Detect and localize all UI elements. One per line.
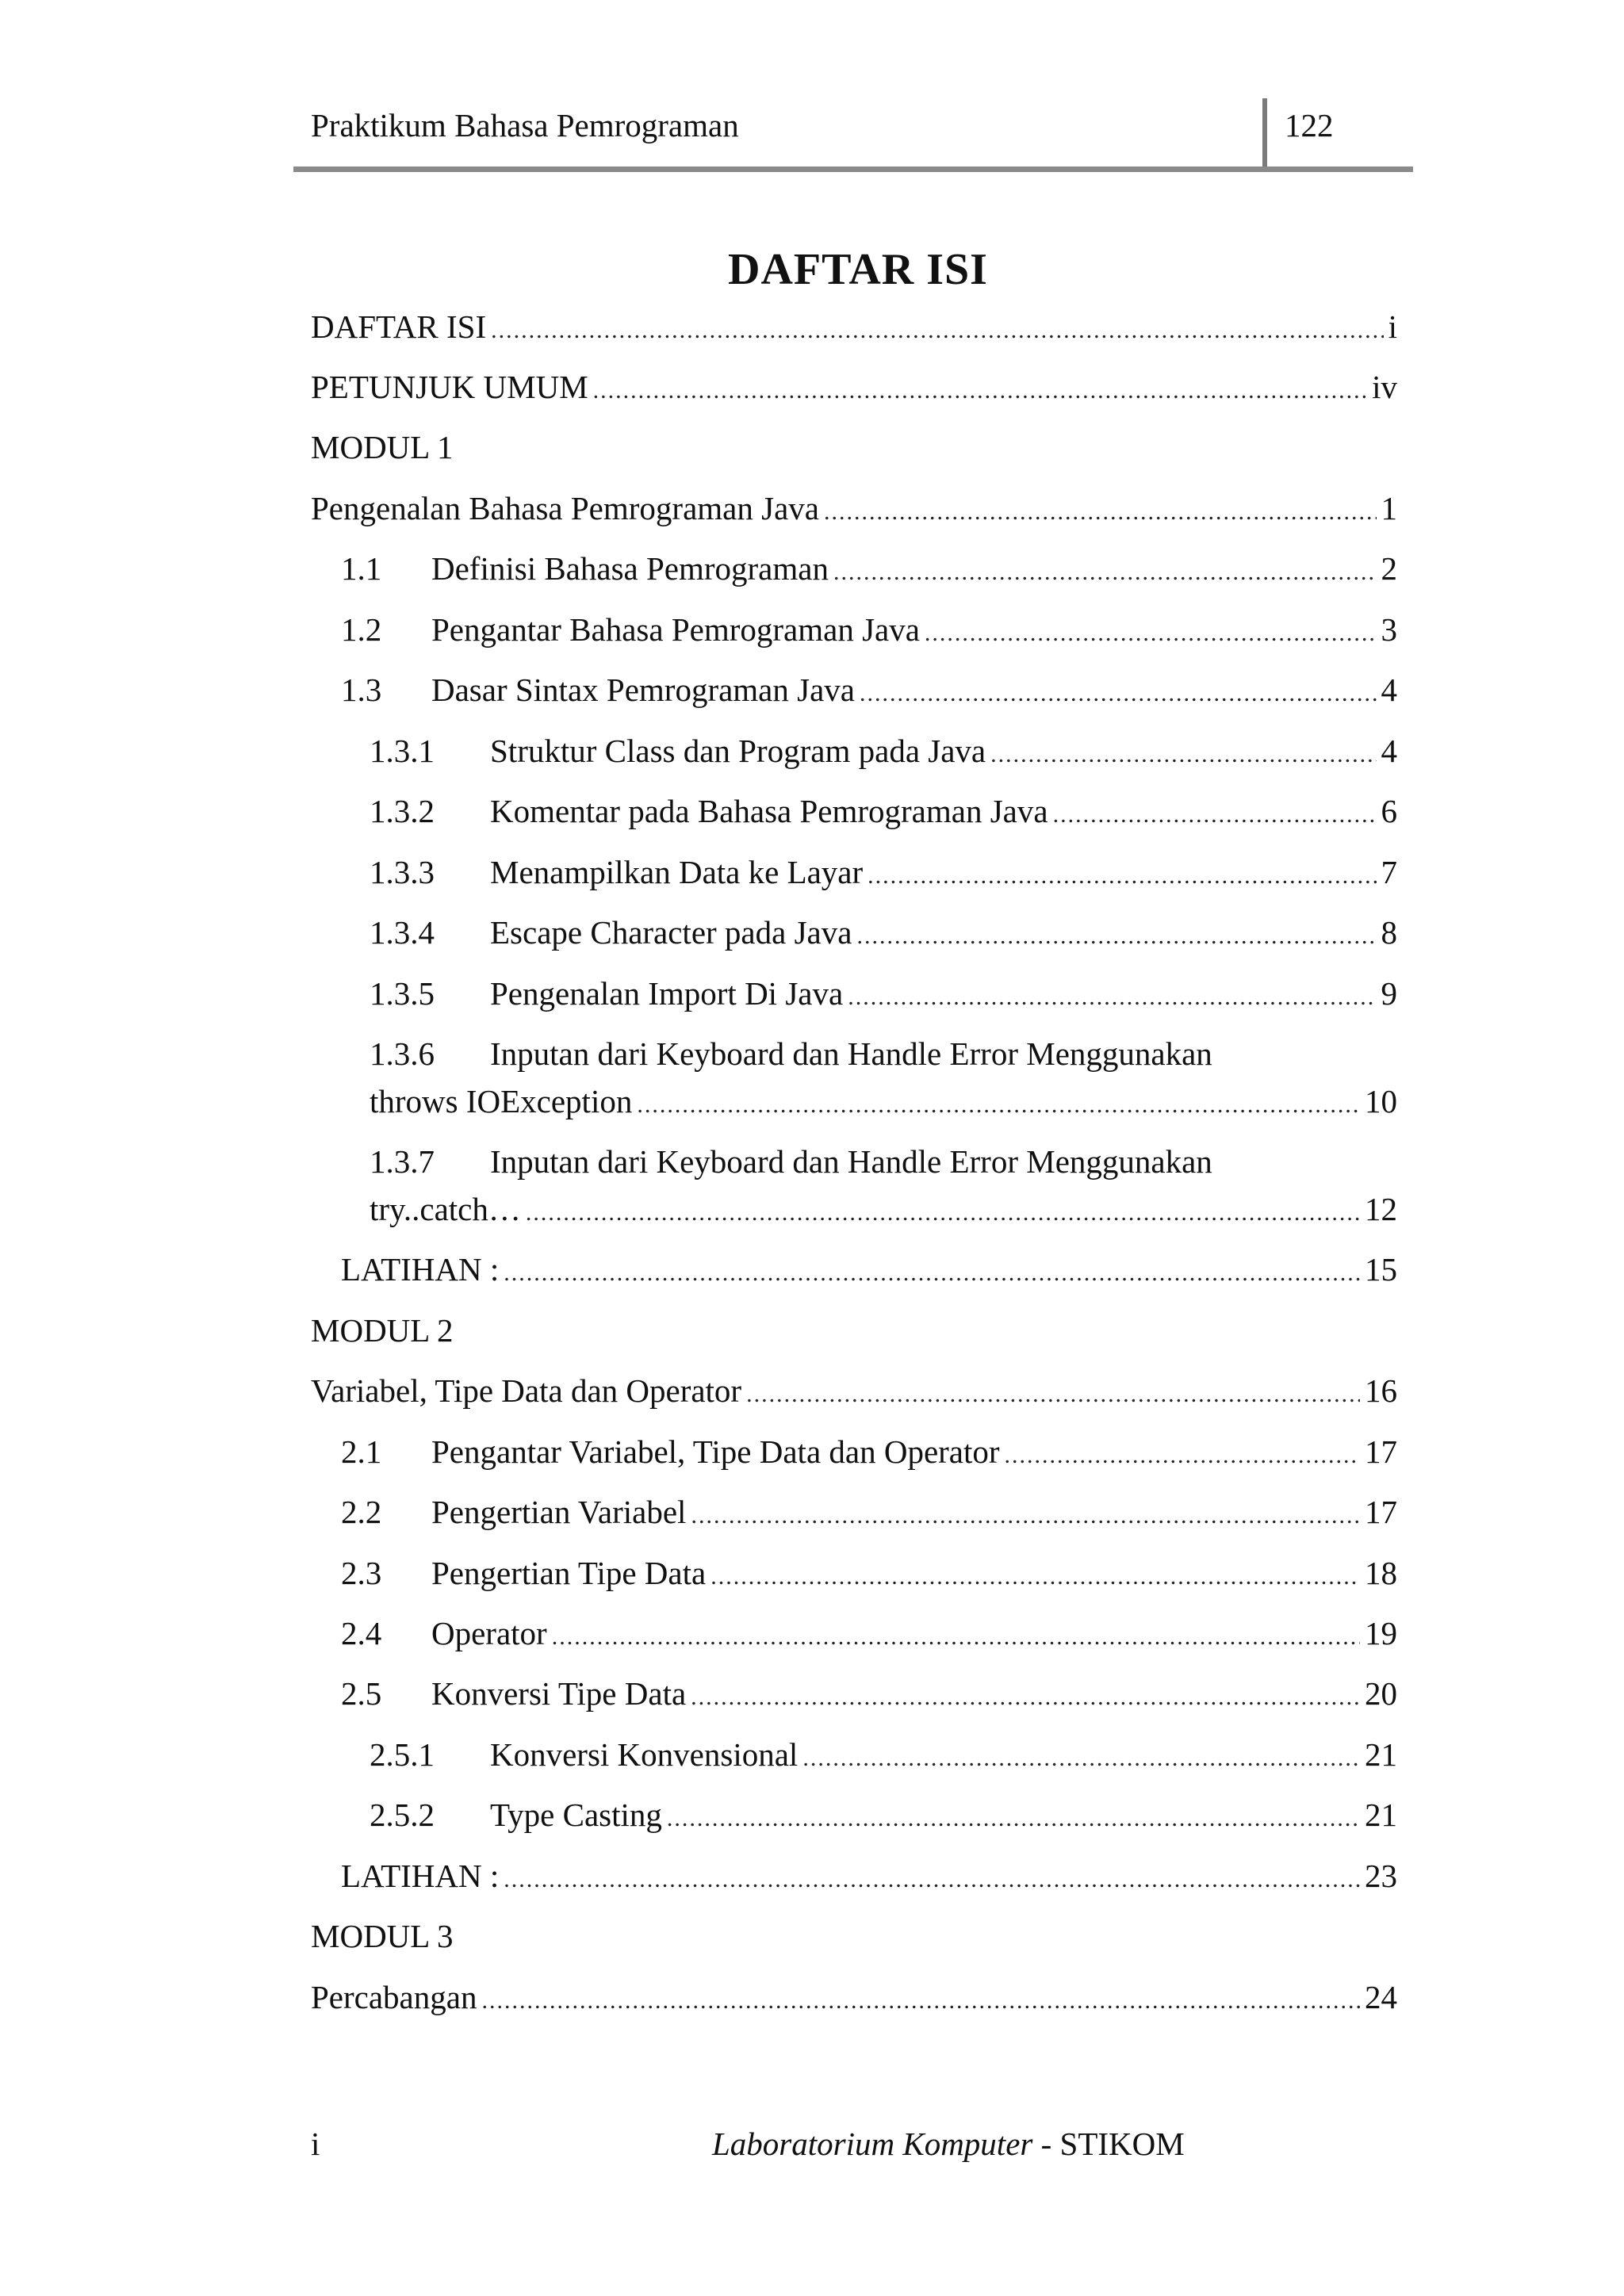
toc-entry-number: 1.3.5: [370, 975, 435, 1012]
toc-entry-page: 6: [1381, 793, 1397, 829]
toc-entry-title: Pengantar Bahasa Pemrograman Java: [431, 611, 920, 648]
toc-entry-title-continued: throws IOException: [370, 1083, 633, 1119]
toc-entry-page: 12: [1365, 1191, 1397, 1227]
toc-entry[interactable]: [311, 851, 1397, 893]
toc-entry-number: 2.1: [341, 1433, 382, 1470]
toc-leader-dots: [990, 734, 1376, 775]
toc-module-heading: MODUL 3: [311, 1918, 454, 1954]
toc-leader-dots: [746, 1374, 1360, 1415]
toc-leader-dots: [860, 673, 1377, 714]
toc-entry-page: 7: [1381, 854, 1397, 890]
toc-leader-dots: [833, 552, 1377, 593]
toc-entry-title-continued: try..catch…: [370, 1191, 521, 1227]
toc-entry-title: Konversi Konvensional: [490, 1736, 799, 1773]
toc-leader-dots: [848, 977, 1376, 1018]
toc-entry-title: LATIHAN :: [341, 1858, 500, 1894]
toc-leader-dots: [868, 855, 1376, 897]
toc-leader-dots: [526, 1192, 1360, 1234]
toc-entry-page: 2: [1381, 550, 1397, 587]
toc-module-heading: MODUL 1: [311, 429, 454, 465]
toc-entry-page: 21: [1365, 1797, 1397, 1833]
toc-entry-number: 1.3.3: [370, 854, 435, 890]
header-rule: [293, 166, 1413, 172]
toc-entry-number: 2.5: [341, 1675, 382, 1712]
toc-entry-title: Pengertian Variabel: [431, 1494, 687, 1530]
toc-leader-dots: [1005, 1435, 1360, 1476]
toc-leader-dots: [691, 1495, 1360, 1536]
toc-entry-title: Inputan dari Keyboard dan Handle Error Menggunakan: [490, 1143, 1212, 1180]
running-header: [311, 98, 1413, 170]
toc-entry-page: 1: [1381, 490, 1397, 526]
footer-lab: [712, 2125, 1185, 2163]
toc-entry-page: 10: [1365, 1083, 1397, 1119]
toc-entry-title: Konversi Tipe Data: [431, 1675, 687, 1712]
toc-entry[interactable]: [311, 488, 1397, 529]
toc-entry-title: Definisi Bahasa Pemrograman: [431, 550, 829, 587]
toc-entry-page: iv: [1372, 369, 1397, 405]
toc-entry[interactable]: [311, 1431, 1397, 1472]
toc-entry-page: i: [1388, 308, 1397, 345]
toc-entry[interactable]: [311, 1915, 1397, 1957]
toc-entry[interactable]: [311, 427, 1397, 468]
toc-entry-page: 19: [1365, 1615, 1397, 1651]
toc-entry-title: LATIHAN :: [341, 1251, 500, 1288]
toc-entry[interactable]: [311, 1976, 1397, 2018]
toc-entry-page: 18: [1365, 1555, 1397, 1591]
toc-entry-number: 1.1: [341, 550, 382, 587]
toc-entry[interactable]: [311, 1794, 1397, 1835]
toc-entry[interactable]: [311, 669, 1397, 710]
toc-entry-page: 4: [1381, 733, 1397, 769]
footer-lab-name: Laboratorium Komputer: [712, 2126, 1033, 2162]
toc-leader-dots: [824, 492, 1377, 533]
toc-entry-title: DAFTAR ISI: [311, 308, 487, 345]
toc-entry-title: Dasar Sintax Pemrograman Java: [431, 672, 855, 708]
toc-leader-dots: [802, 1738, 1360, 1779]
toc-entry-page: 24: [1365, 1979, 1397, 2015]
toc-entry-page: 15: [1365, 1251, 1397, 1288]
toc-entry-title: Escape Character pada Java: [490, 914, 852, 951]
toc-entry-title: Operator: [431, 1615, 547, 1651]
toc-entry-number: 1.3.7: [370, 1143, 435, 1180]
toc-entry[interactable]: [311, 366, 1397, 408]
toc-entry[interactable]: [311, 1673, 1397, 1714]
toc-entry[interactable]: [311, 1613, 1397, 1654]
toc-entry-title: Struktur Class dan Program pada Java: [490, 733, 986, 769]
toc-entry[interactable]: [311, 1033, 1397, 1119]
toc-entry-title: Variabel, Tipe Data dan Operator: [311, 1372, 742, 1409]
toc-entry-title: Pengantar Variabel, Tipe Data dan Operator: [431, 1433, 1000, 1470]
footer-lab-suffix: - STIKOM: [1032, 2126, 1185, 2162]
toc-entry-number: 1.3.2: [370, 793, 435, 829]
toc-leader-dots: [710, 1556, 1360, 1598]
header-divider: [1262, 98, 1267, 170]
toc-entry-page: 16: [1365, 1372, 1397, 1409]
toc-entry-number: 2.2: [341, 1494, 382, 1530]
toc-entry-page: 21: [1365, 1736, 1397, 1773]
toc-entry-page: 17: [1365, 1433, 1397, 1470]
toc-entry-title: Type Casting: [490, 1797, 662, 1833]
toc-entry[interactable]: [311, 973, 1397, 1014]
toc-entry[interactable]: [311, 1249, 1397, 1290]
toc-module-heading: MODUL 2: [311, 1312, 454, 1349]
toc-leader-dots: [856, 916, 1376, 957]
toc-entry[interactable]: [311, 1141, 1397, 1227]
toc-entry-title: Pengenalan Bahasa Pemrograman Java: [311, 490, 819, 526]
toc-entry-number: 1.3: [341, 672, 382, 708]
toc-entry[interactable]: [311, 730, 1397, 771]
toc-leader-dots: [1053, 794, 1377, 836]
toc-leader-dots: [593, 370, 1367, 411]
toc-entry[interactable]: [311, 1855, 1397, 1896]
toc-entry-number: 1.3.6: [370, 1035, 435, 1072]
toc-entry-title: Menampilkan Data ke Layar: [490, 854, 864, 890]
header-page-number: 122: [1285, 107, 1334, 144]
toc-entry-title: PETUNJUK UMUM: [311, 369, 588, 405]
toc-leader-dots: [491, 310, 1383, 351]
toc-entry[interactable]: [311, 548, 1397, 589]
toc-entry[interactable]: [311, 1552, 1397, 1594]
toc-entry[interactable]: [311, 912, 1397, 953]
toc-leader-dots: [667, 1798, 1360, 1839]
toc-entry[interactable]: [311, 306, 1397, 347]
toc-entry[interactable]: [311, 609, 1397, 650]
toc-entry-page: 9: [1381, 975, 1397, 1012]
header-title: Praktikum Bahasa Pemrograman: [311, 107, 739, 144]
toc-entry[interactable]: [311, 1734, 1397, 1775]
toc-entry-page: 23: [1365, 1858, 1397, 1894]
toc-entry[interactable]: [311, 1491, 1397, 1533]
toc-leader-dots: [925, 613, 1377, 654]
toc-entry-title: Inputan dari Keyboard dan Handle Error Menggunakan: [490, 1035, 1212, 1072]
toc-entry-number: 1.3.1: [370, 733, 435, 769]
toc-leader-dots: [481, 1980, 1360, 2022]
toc-entry-number: 2.5.1: [370, 1736, 435, 1773]
toc-entry[interactable]: [311, 790, 1397, 832]
toc-entry-title: Percabangan: [311, 1979, 477, 2015]
toc-entry-number: 2.5.2: [370, 1797, 435, 1833]
toc-entry-title: Pengenalan Import Di Java: [490, 975, 844, 1012]
page-title: DAFTAR ISI: [728, 245, 988, 294]
toc-entry-title: Komentar pada Bahasa Pemrograman Java: [490, 793, 1048, 829]
toc-entry-page: 8: [1381, 914, 1397, 951]
toc-entry-title: Pengertian Tipe Data: [431, 1555, 707, 1591]
toc-leader-dots: [637, 1085, 1360, 1126]
toc-leader-dots: [504, 1859, 1360, 1900]
toc-entry-page: 3: [1381, 611, 1397, 648]
toc-entry-number: 2.3: [341, 1555, 382, 1591]
toc-entry-page: 4: [1381, 672, 1397, 708]
toc-entry-number: 2.4: [341, 1615, 382, 1651]
footer-page-number: i: [311, 2126, 320, 2162]
toc-leader-dots: [504, 1253, 1360, 1294]
toc-entry-number: 1.3.4: [370, 914, 435, 951]
toc-entry-number: 1.2: [341, 611, 382, 648]
toc-entry-page: 17: [1365, 1494, 1397, 1530]
toc-entry-page: 20: [1365, 1675, 1397, 1712]
toc-entry[interactable]: [311, 1310, 1397, 1351]
toc-leader-dots: [691, 1677, 1360, 1718]
toc-entry[interactable]: [311, 1370, 1397, 1411]
toc-leader-dots: [552, 1617, 1360, 1658]
